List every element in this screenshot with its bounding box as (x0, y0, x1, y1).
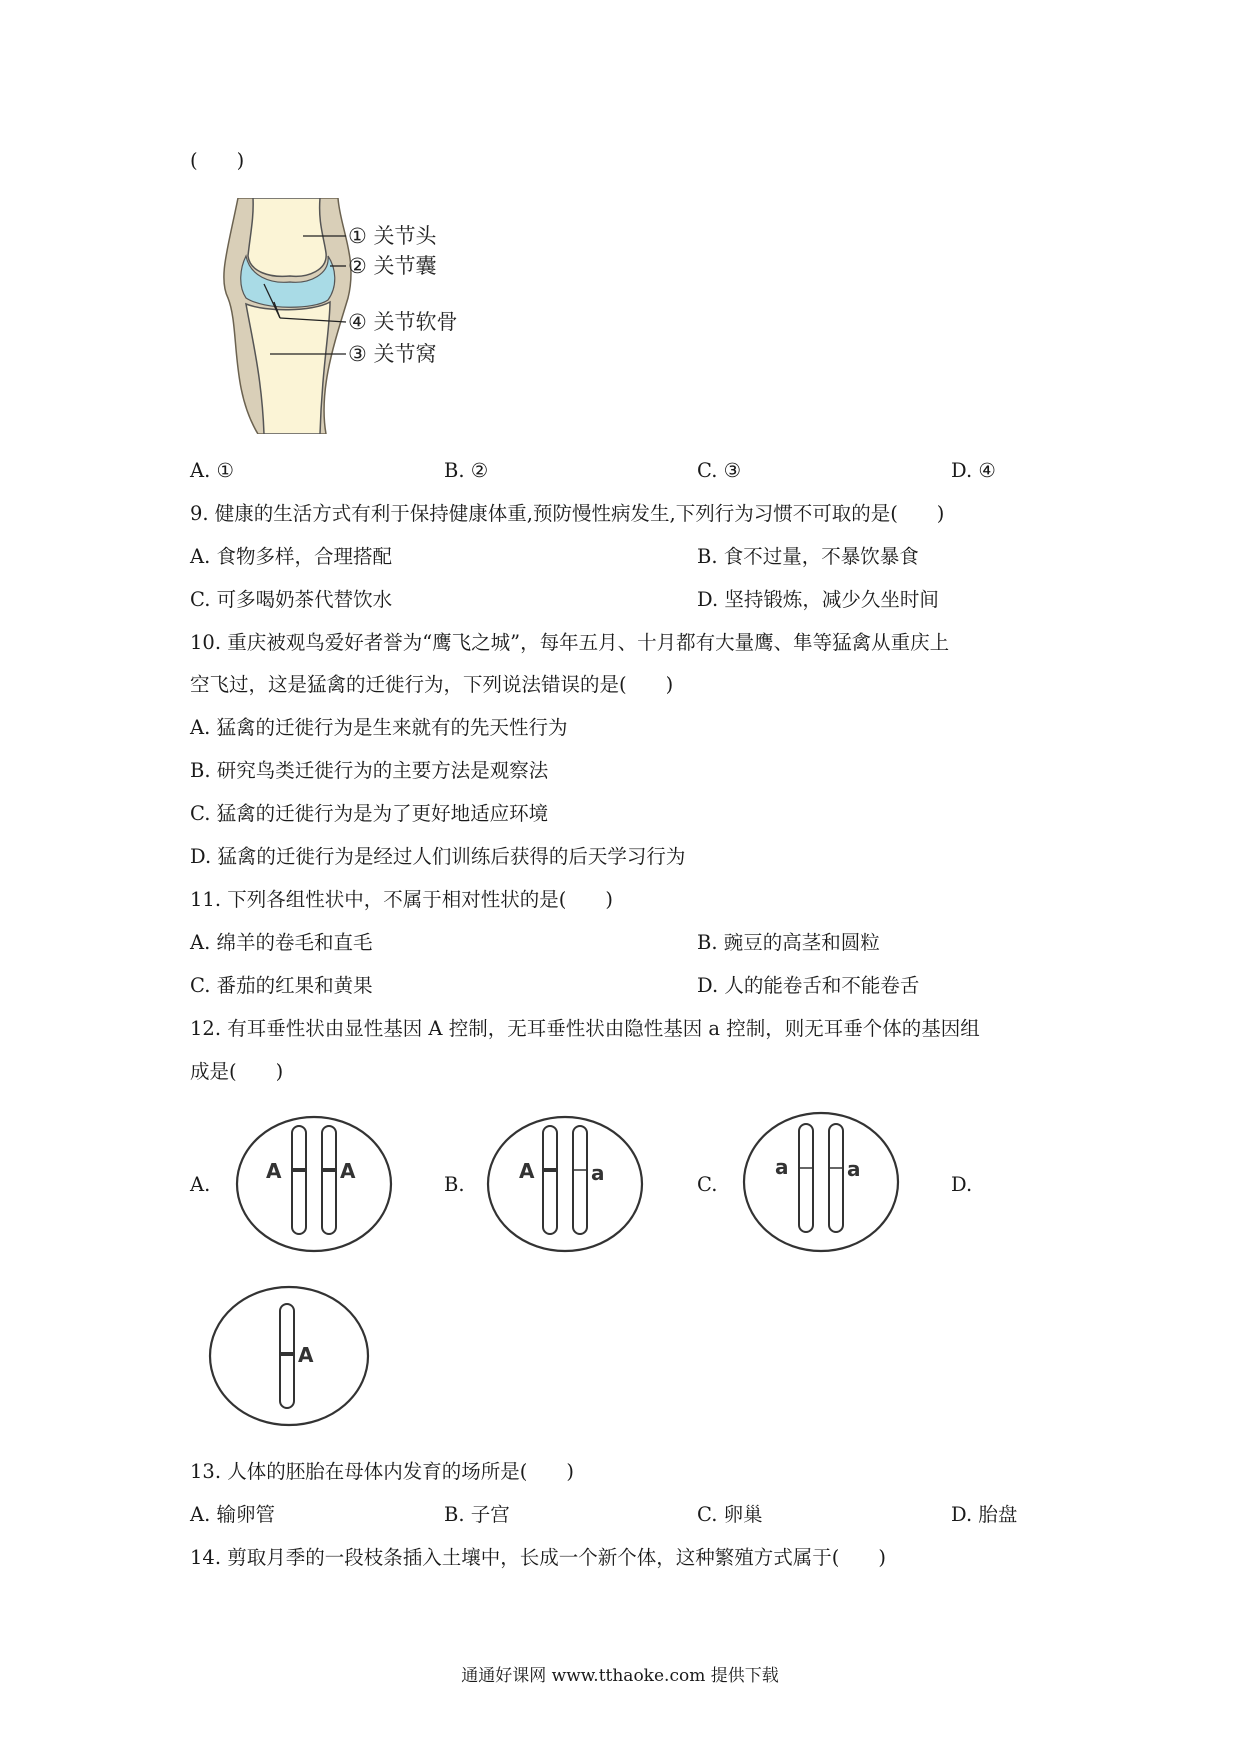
q10-stem-line2: 空飞过，这是猛禽的迁徙行为，下列说法错误的是( ) (190, 673, 674, 696)
q14-stem: 14. 剪取月季的一段枝条插入土壤中，长成一个新个体，这种繁殖方式属于( ) (190, 1546, 886, 1569)
q11-stem: 11. 下列各组性状中，不属于相对性状的是( ) (190, 888, 613, 911)
upper-bone-shape (248, 198, 326, 276)
q8-option-b: B. ② (444, 459, 489, 482)
q9-option-d: D. 坚持锻炼，减少久坐时间 (697, 588, 939, 611)
q9-option-a: A. 食物多样，合理搭配 (190, 545, 392, 568)
q10-option-d: D. 猛禽的迁徙行为是经过人们训练后获得的后天学习行为 (190, 845, 686, 868)
gene-label-right: A (340, 1159, 356, 1183)
q10-option-b: B. 研究鸟类迁徙行为的主要方法是观察法 (190, 759, 549, 782)
cell-diagram-c (741, 1110, 901, 1254)
joint-figure (218, 198, 518, 434)
label-joint-cartilage: ④ 关节软骨 (348, 310, 458, 334)
q12-stem-line1: 12. 有耳垂性状由显性基因 A 控制，无耳垂性状由隐性基因 a 控制，则无耳垂个体的基因组 (190, 1017, 980, 1040)
label-joint-capsule: ② 关节囊 (348, 254, 437, 278)
q9-stem: 9. 健康的生活方式有利于保持健康体重,预防慢性病发生,下列行为习惯不可取的是( ) (190, 502, 945, 525)
label-joint-socket: ③ 关节窝 (348, 342, 437, 366)
q8-option-c: C. ③ (697, 459, 742, 482)
q13-stem: 13. 人体的胚胎在母体内发育的场所是( ) (190, 1460, 574, 1483)
q13-option-a: A. 输卵管 (190, 1503, 275, 1526)
gene-label-right: a (591, 1161, 605, 1185)
q11-option-d: D. 人的能卷舌和不能卷舌 (697, 974, 920, 997)
cell-diagram-d (207, 1284, 371, 1428)
q12-stem-line2: 成是( ) (190, 1060, 284, 1083)
q9-option-c: C. 可多喝奶茶代替饮水 (190, 588, 393, 611)
q11-option-c: C. 番茄的红果和黄果 (190, 974, 373, 997)
q13-option-d: D. 胎盘 (951, 1503, 1018, 1526)
gene-label-left: a (775, 1155, 789, 1179)
q11-option-b: B. 豌豆的高茎和圆粒 (697, 931, 880, 954)
q8-option-d: D. ④ (951, 459, 996, 482)
q10-option-a: A. 猛禽的迁徙行为是生来就有的先天性行为 (190, 716, 568, 739)
page-footer: 通通好课网 www.tthaoke.com 提供下载 (461, 1666, 779, 1686)
gene-label-right: a (847, 1157, 861, 1181)
q8-stem-tail: ( ) (190, 149, 245, 172)
gene-label-left: A (519, 1159, 535, 1183)
cell-diagram-b (485, 1114, 645, 1254)
q8-option-a: A. ① (190, 459, 234, 482)
q12-option-d: D. (951, 1173, 973, 1196)
q13-option-c: C. 卵巢 (697, 1503, 763, 1526)
gene-label-left: A (266, 1159, 282, 1183)
label-joint-head: ① 关节头 (348, 224, 437, 248)
q12-option-b: B. (444, 1173, 465, 1196)
gene-label-single: A (298, 1343, 314, 1367)
q12-option-c: C. (697, 1173, 718, 1196)
cell-diagram-a (234, 1114, 394, 1254)
q10-stem-line1: 10. 重庆被观鸟爱好者誉为“鹰飞之城”，每年五月、十月都有大量鹰、隼等猛禽从重庆上 (190, 631, 950, 654)
q13-option-b: B. 子宫 (444, 1503, 510, 1526)
q11-option-a: A. 绵羊的卷毛和直毛 (190, 931, 373, 954)
q10-option-c: C. 猛禽的迁徙行为是为了更好地适应环境 (190, 802, 549, 825)
q9-option-b: B. 食不过量，不暴饮暴食 (697, 545, 919, 568)
q12-option-a: A. (190, 1173, 211, 1196)
